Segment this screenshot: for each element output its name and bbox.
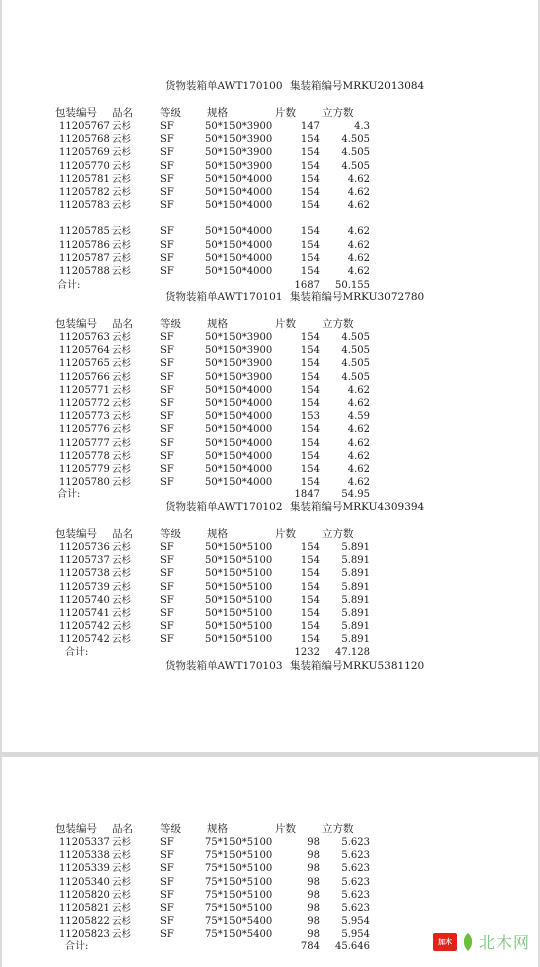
table-cell: 50*150*3900 (205, 345, 273, 357)
table-cell: 11205742 (59, 634, 110, 646)
table-cell: 5.623 (341, 903, 370, 914)
table-cell: 11205772 (59, 398, 110, 409)
document-page-2 (2, 757, 538, 967)
table-cell: SF (160, 863, 174, 875)
table-cell: 云杉 (112, 542, 132, 553)
table-cell: 11205787 (59, 252, 110, 264)
table-cell: 50*150*4000 (205, 226, 273, 238)
table-cell: 4.62 (347, 424, 370, 436)
table-cell: 4.62 (347, 173, 370, 185)
table-cell: SF (160, 850, 174, 862)
table-cell: SF (160, 239, 174, 251)
table-cell: 云杉 (112, 358, 132, 370)
table-cell: 154 (300, 345, 320, 357)
table-cell: 154 (300, 332, 320, 343)
table-cell: SF (160, 929, 174, 941)
table-cell: 4.62 (347, 464, 370, 475)
table-cell: 154 (300, 450, 320, 462)
column-header-name: 品名 (112, 107, 133, 119)
table-cell: 4.62 (347, 252, 370, 264)
total-pieces: 1847 (294, 489, 320, 500)
table-cell: 云杉 (112, 608, 132, 619)
table-cell: SF (160, 187, 174, 198)
table-cell: 50*150*5100 (205, 555, 273, 567)
table-cell: 4.62 (347, 384, 370, 396)
table-cell: 11205771 (59, 384, 110, 396)
table-cell: 11205783 (59, 200, 110, 212)
table-cell: 云杉 (112, 594, 132, 606)
packing-list-title: 货物装箱单AWT170102 (165, 501, 283, 513)
table-cell: 5.623 (341, 837, 370, 848)
table-cell: 50*150*4000 (205, 239, 273, 251)
table-cell: 50*150*4000 (205, 437, 273, 449)
table-cell: 75*150*5100 (205, 850, 273, 862)
table-cell: 5.891 (341, 621, 370, 633)
table-cell: 98 (307, 903, 320, 914)
table-cell: 5.623 (341, 850, 370, 862)
table-cell: 11205767 (59, 121, 110, 132)
table-cell: SF (160, 200, 174, 212)
column-header-grade: 等级 (160, 528, 181, 540)
column-header-pkg: 包装编号 (55, 107, 97, 119)
table-cell: 云杉 (112, 398, 132, 409)
table-cell: 50*150*5100 (205, 594, 273, 606)
table-cell: 50*150*5100 (205, 542, 273, 553)
table-cell: 云杉 (112, 863, 132, 875)
table-cell: 50*150*4000 (205, 173, 273, 185)
table-cell: 154 (300, 384, 320, 396)
table-cell: 50*150*4000 (205, 266, 273, 277)
column-header-grade: 等级 (160, 318, 181, 330)
packing-list-title: 货物装箱单AWT170100 (165, 80, 283, 92)
table-cell: 云杉 (112, 226, 132, 238)
table-cell: 云杉 (112, 200, 132, 212)
table-cell: 5.891 (341, 594, 370, 606)
table-cell: SF (160, 464, 174, 475)
table-cell: 50*150*4000 (205, 398, 273, 409)
table-cell: 11205820 (59, 889, 110, 901)
table-cell: 50*150*3900 (205, 371, 273, 383)
table-cell: SF (160, 358, 174, 370)
table-cell: 11205338 (59, 850, 110, 862)
table-cell: SF (160, 555, 174, 567)
table-cell: 11205769 (59, 147, 110, 159)
table-cell: SF (160, 226, 174, 238)
table-cell: 4.62 (347, 239, 370, 251)
table-cell: 云杉 (112, 173, 132, 185)
table-cell: 云杉 (112, 464, 132, 475)
table-cell: 11205337 (59, 837, 110, 848)
table-cell: 云杉 (112, 384, 132, 396)
container-number: 集装箱编号MRKU5381120 (290, 660, 425, 672)
table-cell: 154 (300, 464, 320, 475)
table-cell: 云杉 (112, 411, 132, 423)
table-cell: 11205778 (59, 450, 110, 462)
table-cell: 5.891 (341, 581, 370, 593)
table-cell: 50*150*5100 (205, 568, 273, 580)
table-cell: 4.505 (341, 160, 370, 172)
table-cell: 云杉 (112, 424, 132, 436)
table-cell: 11205770 (59, 160, 110, 172)
table-cell: 11205788 (59, 266, 110, 277)
table-cell: 云杉 (112, 134, 132, 146)
table-cell: 11205821 (59, 903, 110, 914)
table-cell: 154 (300, 239, 320, 251)
table-cell: 11205786 (59, 239, 110, 251)
table-cell: 云杉 (112, 916, 132, 928)
packing-list-title: 货物装箱单AWT170103 (165, 660, 283, 672)
table-cell: 154 (300, 542, 320, 553)
table-cell: 11205742 (59, 621, 110, 633)
table-cell: 11205741 (59, 608, 110, 619)
table-cell: 云杉 (112, 889, 132, 901)
table-cell: 云杉 (112, 371, 132, 383)
column-header-pieces: 片数 (275, 528, 296, 540)
table-cell: 4.62 (347, 266, 370, 277)
total-label: 合计: (57, 280, 81, 291)
table-cell: 5.891 (341, 555, 370, 567)
table-cell: 98 (307, 837, 320, 848)
table-cell: SF (160, 437, 174, 449)
table-cell: SF (160, 345, 174, 357)
table-cell: 75*150*5400 (205, 929, 273, 941)
table-cell: 云杉 (112, 850, 132, 862)
table-cell: 154 (300, 608, 320, 619)
column-header-pieces: 片数 (275, 823, 296, 835)
column-header-volume: 立方数 (322, 107, 354, 119)
column-header-name: 品名 (112, 528, 133, 540)
table-cell: 50*150*5100 (205, 634, 273, 646)
table-cell: 4.505 (341, 147, 370, 159)
table-cell: 云杉 (112, 345, 132, 357)
table-cell: 云杉 (112, 568, 132, 580)
table-cell: 50*150*3900 (205, 358, 273, 370)
column-header-pkg: 包装编号 (55, 318, 97, 330)
table-cell: SF (160, 837, 174, 848)
table-cell: SF (160, 581, 174, 593)
container-number: 集装箱编号MRKU4309394 (290, 501, 425, 513)
table-cell: 4.62 (347, 437, 370, 449)
table-cell: 5.623 (341, 889, 370, 901)
watermark (433, 930, 530, 953)
table-cell: 154 (300, 160, 320, 172)
table-cell: SF (160, 594, 174, 606)
watermark-text: 北木网 (478, 935, 530, 952)
table-cell: 75*150*5100 (205, 876, 273, 888)
table-cell: 98 (307, 916, 320, 928)
table-cell: 154 (300, 398, 320, 409)
table-cell: 75*150*5100 (205, 863, 273, 875)
table-cell: 5.954 (341, 929, 370, 941)
table-cell: 50*150*4000 (205, 424, 273, 436)
table-cell: 5.623 (341, 876, 370, 888)
table-cell: SF (160, 398, 174, 409)
table-cell: 4.505 (341, 134, 370, 146)
table-cell: 11205340 (59, 876, 110, 888)
table-cell: SF (160, 173, 174, 185)
table-cell: 50*150*4000 (205, 450, 273, 462)
table-cell: 5.891 (341, 542, 370, 553)
table-cell: 云杉 (112, 903, 132, 914)
table-cell: 154 (300, 555, 320, 567)
table-cell: 4.62 (347, 477, 370, 489)
column-header-spec: 规格 (207, 823, 228, 835)
table-cell: 154 (300, 437, 320, 449)
table-cell: 11205822 (59, 916, 110, 928)
table-cell: 11205766 (59, 371, 110, 383)
table-cell: SF (160, 121, 174, 132)
table-cell: SF (160, 903, 174, 914)
table-cell: SF (160, 621, 174, 633)
table-cell: 4.505 (341, 345, 370, 357)
column-header-spec: 规格 (207, 318, 228, 330)
table-cell: 75*150*5100 (205, 889, 273, 901)
table-cell: 5.623 (341, 863, 370, 875)
table-cell: 云杉 (112, 266, 132, 277)
table-cell: 11205779 (59, 464, 110, 475)
table-cell: 云杉 (112, 450, 132, 462)
total-volume: 50.155 (335, 280, 370, 291)
table-cell: 50*150*3900 (205, 332, 273, 343)
table-cell: SF (160, 147, 174, 159)
table-cell: 11205780 (59, 477, 110, 489)
table-cell: 云杉 (112, 581, 132, 593)
column-header-volume: 立方数 (322, 528, 354, 540)
table-cell: 98 (307, 863, 320, 875)
table-cell: 154 (300, 424, 320, 436)
table-cell: 98 (307, 876, 320, 888)
table-cell: 11205785 (59, 226, 110, 238)
table-cell: 75*150*5100 (205, 903, 273, 914)
table-cell: 云杉 (112, 477, 132, 489)
table-cell: 154 (300, 594, 320, 606)
column-header-pieces: 片数 (275, 318, 296, 330)
table-cell: SF (160, 252, 174, 264)
table-cell: SF (160, 411, 174, 423)
table-cell: 4.505 (341, 371, 370, 383)
column-header-pieces: 片数 (275, 107, 296, 119)
container-number: 集装箱编号MRKU2013084 (290, 80, 425, 92)
table-cell: 50*150*4000 (205, 187, 273, 198)
leaf-icon (461, 932, 475, 952)
table-cell: 75*150*5400 (205, 916, 273, 928)
table-cell: SF (160, 876, 174, 888)
table-cell: SF (160, 634, 174, 646)
table-cell: 50*150*3900 (205, 160, 273, 172)
table-cell: SF (160, 477, 174, 489)
total-pieces: 1232 (294, 647, 320, 658)
table-cell: 5.891 (341, 568, 370, 580)
table-cell: 5.891 (341, 634, 370, 646)
table-cell: 11205764 (59, 345, 110, 357)
table-cell: 154 (300, 634, 320, 646)
table-cell: SF (160, 266, 174, 277)
total-label: 合计: (57, 489, 81, 500)
total-label: 合计: (65, 941, 89, 952)
document-page-1 (2, 0, 538, 752)
table-cell: 11205782 (59, 187, 110, 198)
table-cell: 50*150*4000 (205, 252, 273, 264)
table-cell: 4.505 (341, 332, 370, 343)
table-cell: 50*150*4000 (205, 384, 273, 396)
table-cell: 4.62 (347, 398, 370, 409)
table-cell: 5.954 (341, 916, 370, 928)
table-cell: 云杉 (112, 187, 132, 198)
table-cell: 50*150*4000 (205, 411, 273, 423)
table-cell: 154 (300, 266, 320, 277)
table-cell: 98 (307, 889, 320, 901)
total-pieces: 784 (300, 941, 320, 952)
table-cell: 50*150*3900 (205, 147, 273, 159)
table-cell: SF (160, 568, 174, 580)
table-cell: 50*150*5100 (205, 581, 273, 593)
table-cell: SF (160, 371, 174, 383)
table-cell: 50*150*5100 (205, 608, 273, 619)
total-label: 合计: (65, 647, 89, 658)
column-header-grade: 等级 (160, 107, 181, 119)
total-volume: 47.128 (335, 647, 370, 658)
table-cell: 50*150*3900 (205, 121, 273, 132)
table-cell: 云杉 (112, 555, 132, 567)
table-cell: 50*150*5100 (205, 621, 273, 633)
table-cell: 154 (300, 252, 320, 264)
table-cell: 云杉 (112, 147, 132, 159)
table-cell: SF (160, 450, 174, 462)
table-cell: SF (160, 424, 174, 436)
total-pieces: 1687 (294, 280, 320, 291)
table-cell: 75*150*5100 (205, 837, 273, 848)
table-cell: 4.62 (347, 226, 370, 238)
table-cell: 154 (300, 621, 320, 633)
table-cell: 5.891 (341, 608, 370, 619)
table-cell: 11205765 (59, 358, 110, 370)
table-cell: 11205777 (59, 437, 110, 449)
table-cell: 11205768 (59, 134, 110, 146)
table-cell: 154 (300, 358, 320, 370)
table-cell: 云杉 (112, 160, 132, 172)
table-cell: 云杉 (112, 837, 132, 848)
table-cell: 50*150*3900 (205, 134, 273, 146)
container-number: 集装箱编号MRKU3072780 (290, 291, 425, 303)
table-cell: SF (160, 542, 174, 553)
table-cell: 154 (300, 134, 320, 146)
table-cell: 4.62 (347, 187, 370, 198)
table-cell: 云杉 (112, 121, 132, 132)
table-cell: 云杉 (112, 621, 132, 633)
table-cell: 154 (300, 226, 320, 238)
table-cell: 11205738 (59, 568, 110, 580)
watermark-logo: 加木 (433, 933, 457, 951)
table-cell: 50*150*4000 (205, 200, 273, 212)
table-cell: SF (160, 916, 174, 928)
table-cell: 154 (300, 477, 320, 489)
table-cell: 154 (300, 200, 320, 212)
table-cell: 11205823 (59, 929, 110, 941)
column-header-pkg: 包装编号 (55, 823, 97, 835)
table-cell: 154 (300, 173, 320, 185)
table-cell: 4.3 (354, 121, 370, 132)
total-volume: 54.95 (341, 489, 370, 500)
column-header-volume: 立方数 (322, 823, 354, 835)
table-cell: 154 (300, 581, 320, 593)
table-cell: 4.59 (347, 411, 370, 423)
table-cell: 11205739 (59, 581, 110, 593)
column-header-name: 品名 (112, 823, 133, 835)
column-header-name: 品名 (112, 318, 133, 330)
table-cell: 4.505 (341, 358, 370, 370)
table-cell: 154 (300, 147, 320, 159)
packing-list-title: 货物装箱单AWT170101 (165, 291, 283, 303)
table-cell: SF (160, 384, 174, 396)
table-cell: 98 (307, 850, 320, 862)
table-cell: SF (160, 332, 174, 343)
table-cell: 154 (300, 568, 320, 580)
table-cell: 云杉 (112, 876, 132, 888)
table-cell: 11205781 (59, 173, 110, 185)
column-header-spec: 规格 (207, 528, 228, 540)
column-header-pkg: 包装编号 (55, 528, 97, 540)
table-cell: 11205737 (59, 555, 110, 567)
table-cell: 4.62 (347, 200, 370, 212)
table-cell: 50*150*4000 (205, 477, 273, 489)
table-cell: 云杉 (112, 332, 132, 343)
table-cell: 98 (307, 929, 320, 941)
table-cell: 147 (300, 121, 320, 132)
table-cell: 11205339 (59, 863, 110, 875)
table-cell: SF (160, 160, 174, 172)
table-cell: 11205776 (59, 424, 110, 436)
table-cell: 云杉 (112, 437, 132, 449)
table-cell: 153 (300, 411, 320, 423)
column-header-volume: 立方数 (322, 318, 354, 330)
table-cell: 云杉 (112, 929, 132, 941)
table-cell: 11205736 (59, 542, 110, 553)
table-cell: 154 (300, 187, 320, 198)
table-cell: 154 (300, 371, 320, 383)
table-cell: 云杉 (112, 252, 132, 264)
table-cell: 11205763 (59, 332, 110, 343)
total-volume: 45.646 (335, 941, 370, 952)
table-cell: 11205773 (59, 411, 110, 423)
table-cell: SF (160, 889, 174, 901)
table-cell: 4.62 (347, 450, 370, 462)
column-header-grade: 等级 (160, 823, 181, 835)
table-cell: SF (160, 134, 174, 146)
table-cell: 云杉 (112, 239, 132, 251)
table-cell: 50*150*4000 (205, 464, 273, 475)
table-cell: 云杉 (112, 634, 132, 646)
table-cell: SF (160, 608, 174, 619)
column-header-spec: 规格 (207, 107, 228, 119)
table-cell: 11205740 (59, 594, 110, 606)
